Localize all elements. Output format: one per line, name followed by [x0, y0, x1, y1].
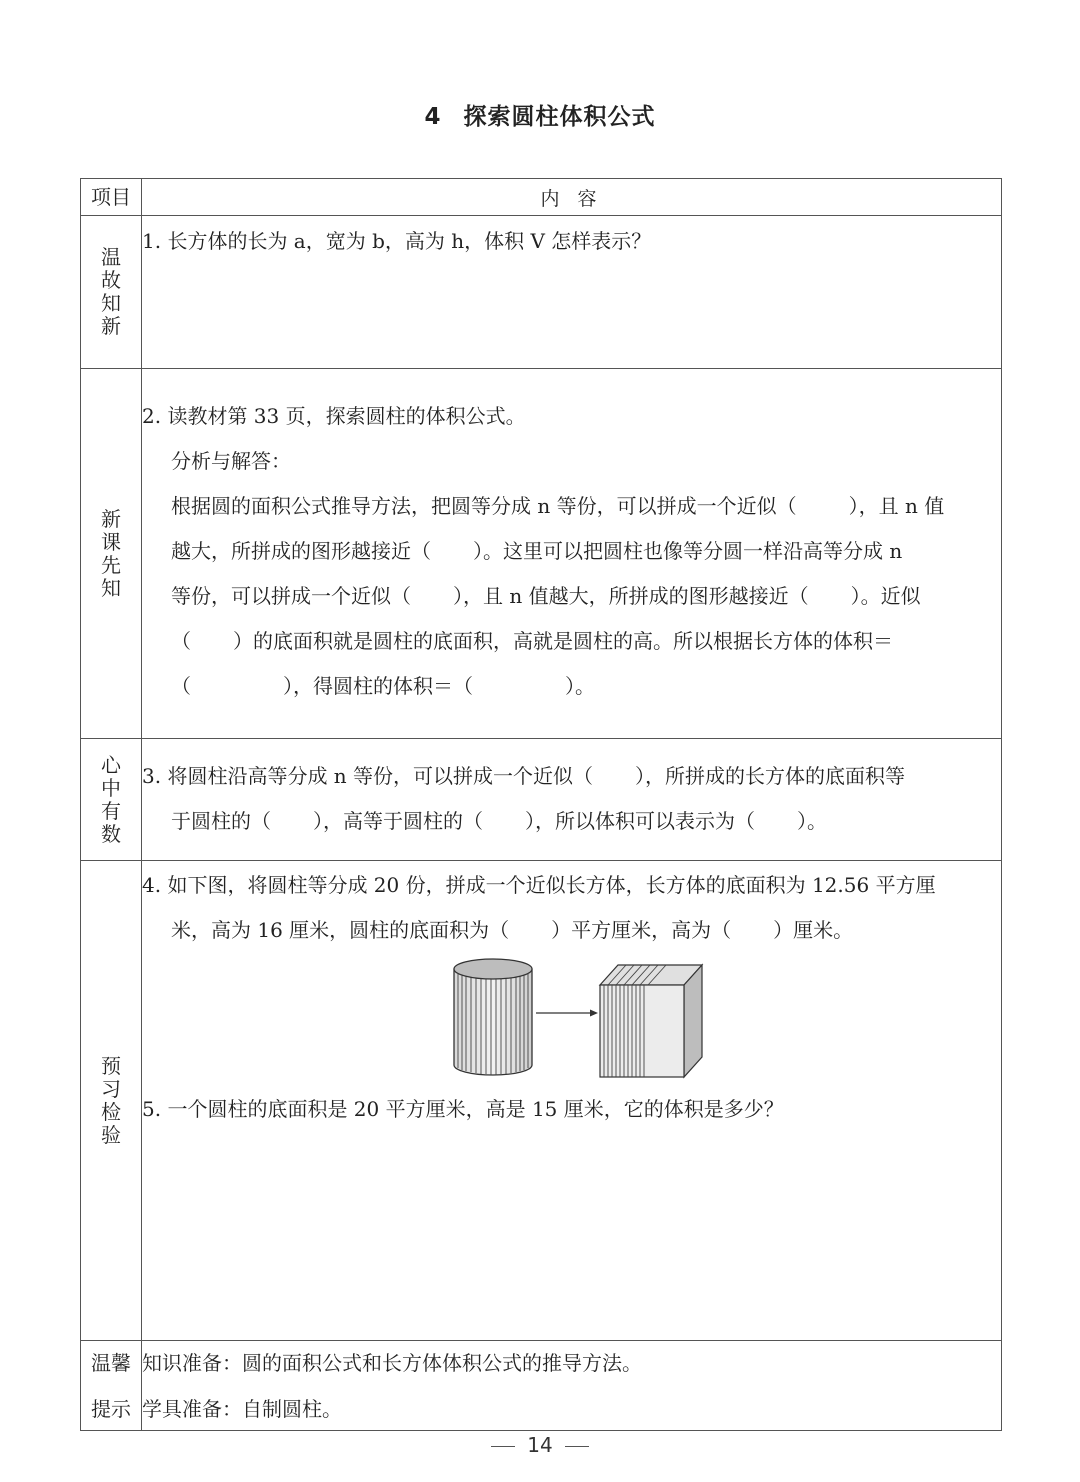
analysis-line-5 [142, 664, 1001, 709]
analysis-line-2b: ）。这里可以把圆柱也像等分圆一样沿高等分成 n [473, 539, 903, 563]
cuboid-shape [600, 965, 702, 1077]
tip-knowledge: 知识准备：圆的面积公式和长方体体积公式的推导方法。 [142, 1350, 642, 1375]
header-content-label: 内 容 [540, 187, 603, 210]
analysis-line-5b: ），得圆柱的体积＝（ [283, 674, 473, 698]
analysis-heading: 分析与解答： [171, 449, 291, 473]
footer-dash-right [565, 1446, 589, 1447]
title-number: 4 [424, 104, 442, 130]
q4-line-2c: ）厘米。 [773, 918, 854, 942]
analysis-line-2a: 越大，所拼成的图形越接近（ [171, 539, 431, 563]
page-title [0, 98, 1080, 131]
q3-line-2a: 于圆柱的（ [171, 809, 271, 833]
header-row [81, 179, 1002, 216]
row-tips [81, 1341, 1002, 1431]
analysis-line-3 [142, 574, 1001, 619]
analysis-line-3b: ），且 n 值越大，所拼成的图形越接近（ [453, 584, 809, 608]
question-2: 2. 读教材第 33 页，探索圆柱的体积公式。 [142, 404, 526, 428]
tip-tools: 学具准备：自制圆柱。 [142, 1396, 342, 1421]
page-number: 14 [527, 1433, 553, 1457]
row-preview [81, 369, 1002, 739]
q4-line-2a: 米，高为 16 厘米，圆柱的底面积为（ [171, 918, 510, 942]
analysis-line-1a: 根据圆的面积公式推导方法，把圆等分成 n 等份，可以拼成一个近似（ [171, 494, 797, 518]
check-content [142, 861, 1002, 1341]
question-4-line-1: 4. 如下图，将圆柱等分成 20 份，拼成一个近似长方体，长方体的底面积为 12.56 平方厘 [142, 873, 936, 897]
q4-line-2b: ）平方厘米，高为（ [551, 918, 732, 942]
row-review [81, 216, 1002, 369]
tips-content [142, 1341, 1002, 1431]
preview-content [142, 369, 1002, 739]
cylinder-shape [454, 959, 532, 1075]
question-3-line-2 [142, 799, 1001, 844]
q3-line-2b: ），高等于圆柱的（ [313, 809, 483, 833]
analysis-line-1b: ），且 n 值 [848, 494, 945, 518]
label-review [81, 216, 142, 369]
question-5: 5. 一个圆柱的底面积是 20 平方厘米，高是 15 厘米，它的体积是多少？ [142, 1097, 784, 1121]
question-3-line-1 [142, 754, 1001, 799]
analysis-line-5c: ）。 [565, 674, 595, 698]
cylinder-cuboid-diagram [452, 957, 712, 1083]
label-tips-line-1: 温馨 [91, 1350, 131, 1375]
label-preview [81, 369, 142, 739]
page-footer [0, 1433, 1080, 1457]
analysis-line-4a: （ [171, 629, 191, 653]
analysis-line-3c: ）。近似 [850, 584, 921, 608]
q3-line-1b: ），所拼成的长方体的底面积等 [635, 764, 906, 788]
row-check [81, 861, 1002, 1341]
header-project: 项目 [81, 179, 142, 216]
analysis-line-2 [142, 529, 1001, 574]
label-check-text: 预习检验 [101, 1053, 121, 1147]
label-tips-line-2: 提示 [91, 1396, 131, 1421]
question-1: 1. 长方体的长为 a，宽为 b，高为 h，体积 V 怎样表示？ [142, 229, 652, 253]
label-review-text: 温故知新 [101, 245, 121, 338]
question-4-line-2 [142, 908, 1001, 953]
analysis-line-5a: （ [171, 674, 191, 698]
label-understanding [81, 739, 142, 861]
row-understanding [81, 739, 1002, 861]
label-tips [81, 1341, 142, 1431]
understanding-content [142, 739, 1002, 861]
worksheet-table [80, 178, 1002, 1431]
review-content [142, 216, 1002, 369]
analysis-line-3a: 等份，可以拼成一个近似（ [171, 584, 411, 608]
analysis-line-4b: ）的底面积就是圆柱的底面积，高就是圆柱的高。所以根据长方体的体积＝ [233, 629, 893, 653]
header-content [142, 179, 1002, 216]
label-preview-text: 新课先知 [101, 506, 121, 600]
arrow-icon [536, 1010, 598, 1017]
label-check [81, 861, 142, 1341]
label-understanding-text: 心中有数 [101, 752, 121, 846]
analysis-line-4 [142, 619, 1001, 664]
q3-line-1a: 3. 将圆柱沿高等分成 n 等份，可以拼成一个近似（ [142, 764, 594, 788]
footer-dash-left [491, 1446, 515, 1447]
q3-line-2c: ），所以体积可以表示为（ [525, 809, 755, 833]
analysis-line-1 [142, 484, 1001, 529]
q3-line-2d: ）。 [797, 809, 827, 833]
title-text: 探索圆柱体积公式 [463, 104, 656, 130]
cylinder-to-cuboid-figure [142, 957, 1001, 1083]
